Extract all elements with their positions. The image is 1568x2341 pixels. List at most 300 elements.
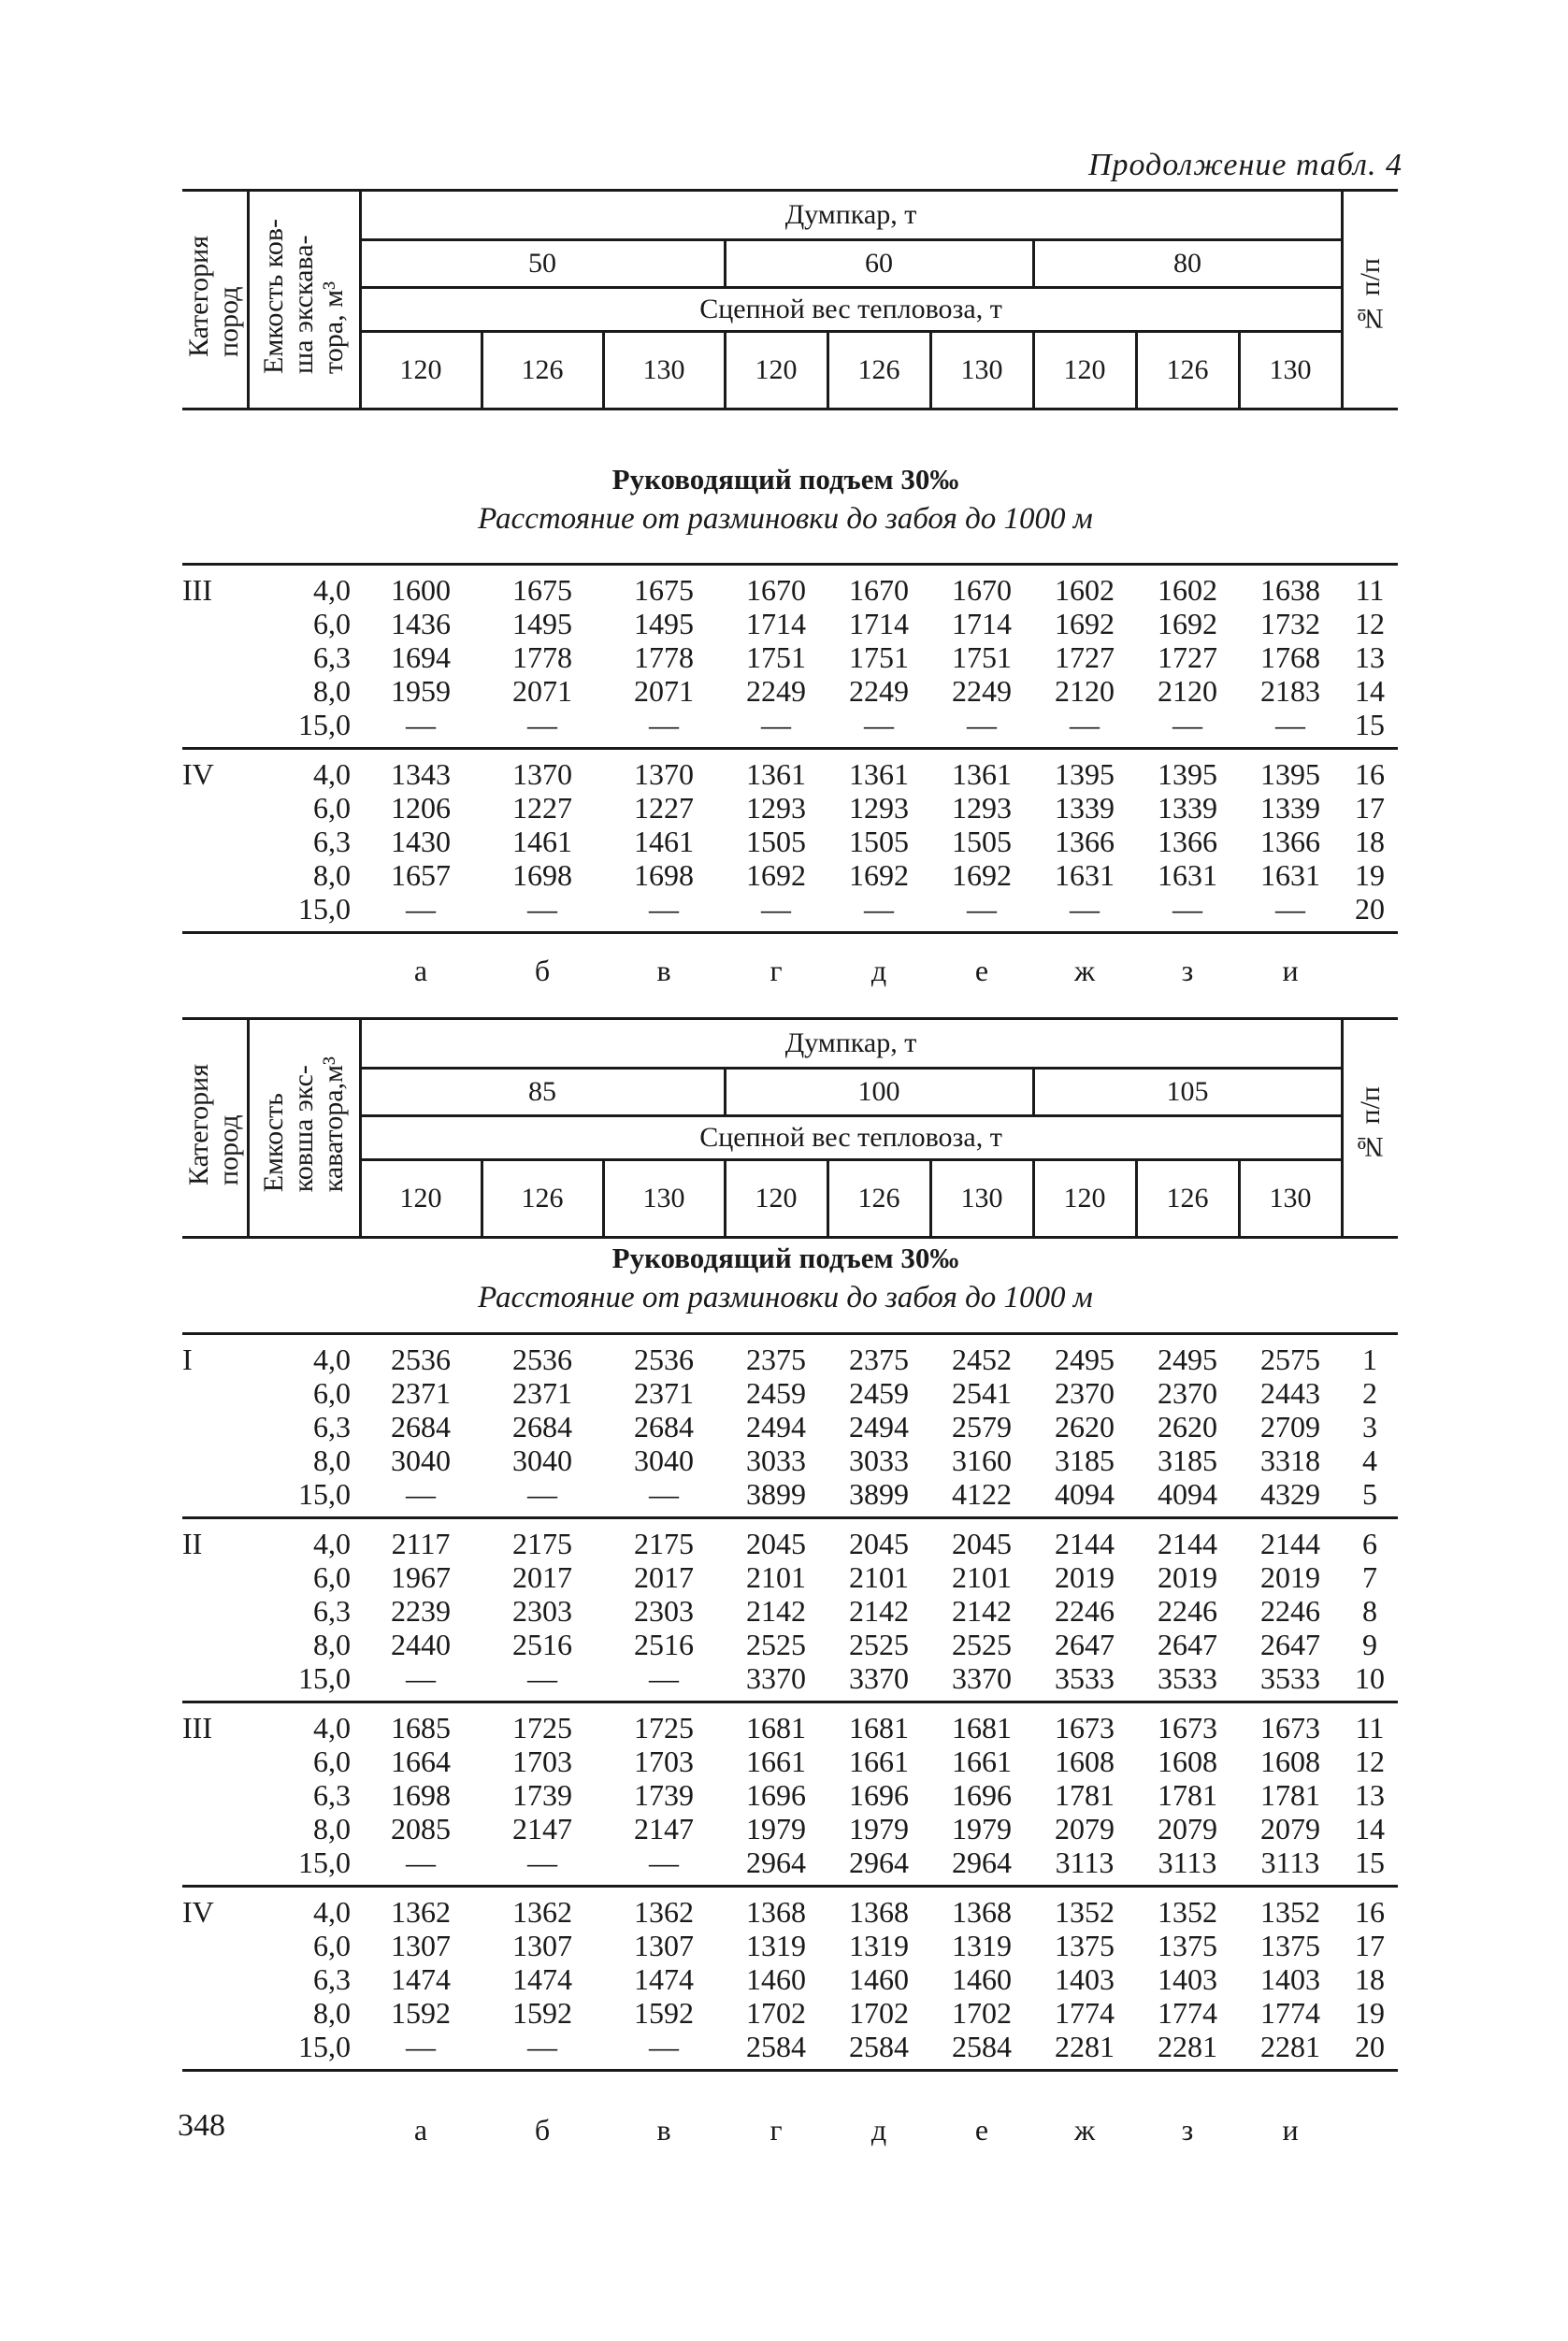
value-cell: 3318	[1260, 1443, 1320, 1477]
value-cell: 1608	[1055, 1745, 1115, 1778]
rownum-cell: 17	[1355, 791, 1385, 825]
value-cell: 1661	[849, 1745, 909, 1778]
value-cell: 2536	[634, 1343, 694, 1376]
value-cell: 2536	[391, 1343, 451, 1376]
value-cell: 2045	[746, 1527, 806, 1560]
value-cell: 1685	[391, 1711, 451, 1745]
table1-caption	[182, 463, 1388, 537]
value-cell: 2101	[849, 1560, 909, 1594]
value-cell: 2684	[634, 1410, 694, 1443]
value-cell: 1673	[1260, 1711, 1320, 1745]
value-cell: 2495	[1158, 1343, 1217, 1376]
rownum-cell: 13	[1355, 640, 1385, 674]
value-cell: 1474	[512, 1962, 572, 1996]
dumpcar-size: 50	[360, 240, 725, 288]
value-cell: 2620	[1158, 1410, 1217, 1443]
value-cell: 2495	[1055, 1343, 1115, 1376]
value-cell: 1714	[952, 607, 1012, 640]
loco-weight: 126	[827, 1160, 930, 1238]
dumpcar-size: 80	[1033, 240, 1342, 288]
table-row	[182, 1376, 1398, 1410]
value-cell: 1714	[746, 607, 806, 640]
category-cell	[182, 1996, 248, 2030]
category-cell	[182, 1477, 248, 1518]
table-row	[182, 1745, 1398, 1778]
value-cell: 1339	[1158, 791, 1217, 825]
capacity-cell: 8,0	[313, 858, 351, 892]
value-cell: 4094	[1136, 1477, 1239, 1518]
category-cell	[182, 1628, 248, 1661]
value-cell: 1673	[1158, 1711, 1217, 1745]
value-cell: 1366	[1260, 825, 1320, 858]
capacity-header: Емкость ков- ша экскава- тора, м³	[248, 191, 360, 409]
table-row	[182, 1560, 1398, 1594]
table-row	[182, 892, 1398, 933]
value-cell: 1361	[849, 757, 909, 791]
loco-weight: 130	[603, 332, 725, 409]
value-cell: —	[827, 708, 930, 749]
value-cell: 2019	[1055, 1560, 1115, 1594]
value-cell: 1702	[746, 1996, 806, 2030]
capacity-cell: 15,0	[248, 2030, 360, 2071]
value-cell: 1698	[634, 858, 694, 892]
table-row	[182, 1962, 1398, 1996]
value-cell: 2647	[1055, 1628, 1115, 1661]
capacity-cell: 4,0	[313, 573, 351, 607]
capacity-cell: 6,0	[313, 1745, 351, 1778]
value-cell: 2045	[849, 1527, 909, 1560]
value-cell: 1352	[1260, 1895, 1320, 1929]
value-cell: 1461	[512, 825, 572, 858]
value-cell: 1319	[849, 1929, 909, 1962]
capacity-cell: 4,0	[313, 1711, 351, 1745]
column-letter: а	[413, 953, 428, 987]
value-cell: 1657	[391, 858, 451, 892]
value-cell: 2071	[634, 674, 694, 708]
loco-weight: 130	[930, 332, 1033, 409]
capacity-cell: 4,0	[313, 1527, 351, 1560]
dumpcar-size: 105	[1033, 1069, 1342, 1116]
value-cell: 1368	[746, 1895, 806, 1929]
rownum-cell: 20	[1342, 2030, 1398, 2071]
value-cell: 1638	[1260, 573, 1320, 607]
value-cell: —	[360, 892, 482, 933]
category-cell	[182, 1560, 248, 1594]
table-row	[182, 708, 1398, 749]
rownum-cell: 15	[1342, 1846, 1398, 1887]
category-cell	[182, 1745, 248, 1778]
value-cell: 1362	[634, 1895, 694, 1929]
table-row	[182, 1846, 1398, 1887]
value-cell: 1774	[1260, 1996, 1320, 2030]
dumpcar-size: 100	[725, 1069, 1033, 1116]
rownum-cell: 17	[1355, 1929, 1385, 1962]
table-row	[182, 1661, 1398, 1702]
table-row	[182, 1812, 1398, 1846]
value-cell: 1781	[1055, 1778, 1115, 1812]
value-cell: —	[482, 708, 603, 749]
value-cell: 2303	[634, 1594, 694, 1628]
value-cell: 2443	[1260, 1376, 1320, 1410]
capacity-cell: 8,0	[313, 1812, 351, 1846]
value-cell: —	[1033, 892, 1136, 933]
value-cell: 1495	[512, 607, 572, 640]
value-cell: 2584	[930, 2030, 1033, 2071]
value-cell: 4122	[930, 1477, 1033, 1518]
column-letter: ж	[1073, 2112, 1096, 2147]
capacity-cell: 6,0	[313, 607, 351, 640]
value-cell: 1206	[391, 791, 451, 825]
table1-header	[182, 189, 1398, 410]
section-title: Руководящий подъем 30‰	[611, 463, 959, 495]
value-cell: 2175	[634, 1527, 694, 1560]
value-cell: 2525	[746, 1628, 806, 1661]
value-cell: 2183	[1260, 674, 1320, 708]
category-cell	[182, 1443, 248, 1477]
value-cell: 3033	[746, 1443, 806, 1477]
table-row	[182, 565, 1398, 608]
value-cell: 2079	[1055, 1812, 1115, 1846]
value-cell: 1675	[512, 573, 572, 607]
value-cell: 2584	[827, 2030, 930, 2071]
category-cell	[182, 607, 248, 640]
capacity-cell: 15,0	[248, 1846, 360, 1887]
value-cell: 1293	[952, 791, 1012, 825]
value-cell: 1362	[391, 1895, 451, 1929]
value-cell: 2375	[746, 1343, 806, 1376]
capacity-cell: 6,0	[313, 1560, 351, 1594]
value-cell: 2579	[952, 1410, 1012, 1443]
rownum-cell: 6	[1362, 1527, 1377, 1560]
category-cell: I	[182, 1343, 193, 1376]
value-cell: 2101	[746, 1560, 806, 1594]
capacity-cell: 15,0	[248, 1477, 360, 1518]
value-cell: 3033	[849, 1443, 909, 1477]
value-cell: —	[1239, 708, 1342, 749]
value-cell: 1768	[1260, 640, 1320, 674]
value-cell: 1664	[391, 1745, 451, 1778]
value-cell: —	[360, 2030, 482, 2071]
capacity-cell: 15,0	[248, 708, 360, 749]
category-cell	[182, 825, 248, 858]
loco-weight-header: Сцепной вес тепловоза, т	[360, 288, 1342, 332]
value-cell: 1959	[391, 674, 451, 708]
value-cell: —	[725, 892, 827, 933]
value-cell: 1366	[1158, 825, 1217, 858]
loco-weight: 126	[827, 332, 930, 409]
value-cell: 1631	[1158, 858, 1217, 892]
value-cell: 2525	[849, 1628, 909, 1661]
value-cell: 2647	[1158, 1628, 1217, 1661]
value-cell: 1370	[512, 757, 572, 791]
category-cell	[182, 1962, 248, 1996]
value-cell: 2516	[512, 1628, 572, 1661]
value-cell: 3370	[725, 1661, 827, 1702]
value-cell: 1702	[849, 1996, 909, 2030]
value-cell: 2045	[952, 1527, 1012, 1560]
capacity-cell: 6,3	[313, 1410, 351, 1443]
column-letter: г	[770, 953, 783, 987]
value-cell: 1979	[849, 1812, 909, 1846]
value-cell: 1670	[952, 573, 1012, 607]
capacity-cell: 6,0	[313, 791, 351, 825]
continuation-label: Продолжение табл. 4	[1087, 148, 1403, 182]
value-cell: 2371	[512, 1376, 572, 1410]
value-cell: —	[1239, 892, 1342, 933]
value-cell: 2964	[930, 1846, 1033, 1887]
value-cell: 2371	[391, 1376, 451, 1410]
capacity-cell: 4,0	[313, 1343, 351, 1376]
value-cell: 1460	[849, 1962, 909, 1996]
value-cell: 2246	[1055, 1594, 1115, 1628]
table-row	[182, 825, 1398, 858]
rownum-cell: 12	[1355, 607, 1385, 640]
value-cell: 1352	[1055, 1895, 1115, 1929]
value-cell: 2375	[849, 1343, 909, 1376]
value-cell: 2079	[1260, 1812, 1320, 1846]
value-cell: 2494	[849, 1410, 909, 1443]
table-row	[182, 1334, 1398, 1377]
value-cell: 1631	[1055, 858, 1115, 892]
category-cell	[182, 708, 248, 749]
value-cell: 1293	[849, 791, 909, 825]
rownum-cell: 12	[1355, 1745, 1385, 1778]
value-cell: 2085	[391, 1812, 451, 1846]
rownum-cell: 4	[1362, 1443, 1377, 1477]
value-cell: 1692	[849, 858, 909, 892]
value-cell: —	[930, 708, 1033, 749]
capacity-cell: 15,0	[248, 1661, 360, 1702]
value-cell: —	[1033, 708, 1136, 749]
rownum-cell: 2	[1362, 1376, 1377, 1410]
loco-weight: 120	[399, 354, 442, 385]
value-cell: 2536	[512, 1343, 572, 1376]
value-cell: —	[482, 1846, 603, 1887]
category-cell	[182, 1846, 248, 1887]
value-cell: 2144	[1055, 1527, 1115, 1560]
value-cell: 1751	[746, 640, 806, 674]
column-letter: в	[656, 2112, 671, 2147]
capacity-cell: 6,3	[313, 825, 351, 858]
value-cell: 1739	[634, 1778, 694, 1812]
column-letter: в	[656, 953, 671, 987]
value-cell: 3185	[1055, 1443, 1115, 1477]
rownum-cell: 16	[1355, 757, 1385, 791]
loco-weight: 130	[930, 1160, 1033, 1238]
value-cell: 4094	[1033, 1477, 1136, 1518]
value-cell: 2459	[746, 1376, 806, 1410]
value-cell: 1362	[512, 1895, 572, 1929]
value-cell: 2371	[634, 1376, 694, 1410]
value-cell: 2017	[512, 1560, 572, 1594]
rownum-cell: 9	[1362, 1628, 1377, 1661]
column-letter: д	[870, 2112, 887, 2147]
loco-weight: 126	[482, 332, 603, 409]
category-cell	[182, 892, 248, 933]
loco-weight: 120	[725, 332, 827, 409]
value-cell: 1751	[952, 640, 1012, 674]
rownum-cell: 5	[1342, 1477, 1398, 1518]
value-cell: 1681	[952, 1711, 1012, 1745]
capacity-cell: 8,0	[313, 1628, 351, 1661]
value-cell: 1732	[1260, 607, 1320, 640]
value-cell: 1670	[849, 573, 909, 607]
value-cell: 2017	[634, 1560, 694, 1594]
value-cell: 3185	[1158, 1443, 1217, 1477]
value-cell: 1307	[512, 1929, 572, 1962]
value-cell: 1339	[1055, 791, 1115, 825]
value-cell: 2281	[1239, 2030, 1342, 2071]
value-cell: —	[1136, 708, 1239, 749]
value-cell: —	[482, 1661, 603, 1702]
value-cell: 1505	[849, 825, 909, 858]
column-letter: ж	[1073, 953, 1096, 987]
value-cell: 2370	[1158, 1376, 1217, 1410]
value-cell: 1366	[1055, 825, 1115, 858]
value-cell: 2709	[1260, 1410, 1320, 1443]
value-cell: 1727	[1055, 640, 1115, 674]
value-cell: 2249	[746, 674, 806, 708]
table-row	[182, 674, 1398, 708]
value-cell: 1692	[952, 858, 1012, 892]
table-row	[182, 749, 1398, 792]
value-cell: 1698	[391, 1778, 451, 1812]
rownum-cell: 11	[1355, 1711, 1385, 1745]
value-cell: 2120	[1055, 674, 1115, 708]
value-cell: 1436	[391, 607, 451, 640]
rownum-cell: 7	[1362, 1560, 1377, 1594]
value-cell: 1725	[634, 1711, 694, 1745]
value-cell: 3370	[827, 1661, 930, 1702]
value-cell: —	[827, 892, 930, 933]
rownum-cell: 3	[1362, 1410, 1377, 1443]
value-cell: 1967	[391, 1560, 451, 1594]
value-cell: 2459	[849, 1376, 909, 1410]
value-cell: —	[360, 1477, 482, 1518]
value-cell: 2684	[512, 1410, 572, 1443]
value-cell: —	[603, 892, 725, 933]
value-cell: 1430	[391, 825, 451, 858]
value-cell: 1602	[1158, 573, 1217, 607]
table2-column-letters	[182, 2097, 1398, 2162]
value-cell: 1375	[1158, 1929, 1217, 1962]
value-cell: 2142	[952, 1594, 1012, 1628]
table-row	[182, 1887, 1398, 1930]
value-cell: 2584	[725, 2030, 827, 2071]
value-cell: 1661	[952, 1745, 1012, 1778]
loco-weight: 120	[725, 1160, 827, 1238]
capacity-cell: 6,3	[313, 640, 351, 674]
column-letter: б	[534, 953, 551, 987]
value-cell: —	[930, 892, 1033, 933]
value-cell: 1319	[746, 1929, 806, 1962]
value-cell: 1460	[952, 1962, 1012, 1996]
column-letter: и	[1282, 953, 1299, 987]
value-cell: 1694	[391, 640, 451, 674]
rownum-cell: 8	[1362, 1594, 1377, 1628]
value-cell: —	[1136, 892, 1239, 933]
value-cell: 1352	[1158, 1895, 1217, 1929]
rownum-cell: 15	[1342, 708, 1398, 749]
table-row	[182, 607, 1398, 640]
capacity-cell: 6,0	[313, 1929, 351, 1962]
value-cell: 3533	[1239, 1661, 1342, 1702]
column-letter: б	[534, 2112, 551, 2147]
value-cell: 2525	[952, 1628, 1012, 1661]
value-cell: 2142	[746, 1594, 806, 1628]
table-row	[182, 1778, 1398, 1812]
category-cell: II	[182, 1527, 203, 1560]
loco-weight: 130	[1239, 332, 1342, 409]
rownum-cell: 19	[1355, 858, 1385, 892]
value-cell: 1714	[849, 607, 909, 640]
rownum-cell: 18	[1355, 825, 1385, 858]
category-cell	[182, 1661, 248, 1702]
capacity-cell: 8,0	[313, 1443, 351, 1477]
rownum-cell: 20	[1342, 892, 1398, 933]
table2-body	[182, 1332, 1398, 2072]
value-cell: 1696	[849, 1778, 909, 1812]
value-cell: 2246	[1158, 1594, 1217, 1628]
value-cell: 2516	[634, 1628, 694, 1661]
value-cell: 2249	[849, 674, 909, 708]
table-row	[182, 858, 1398, 892]
column-letter: з	[1181, 953, 1194, 987]
value-cell: 1474	[391, 1962, 451, 1996]
column-letter: г	[770, 2112, 783, 2147]
category-cell: III	[182, 1711, 212, 1745]
rownum-cell: 14	[1355, 1812, 1385, 1846]
value-cell: 1608	[1158, 1745, 1217, 1778]
value-cell: 3370	[930, 1661, 1033, 1702]
value-cell: 2117	[391, 1527, 451, 1560]
category-cell	[182, 2030, 248, 2071]
value-cell: 1698	[512, 858, 572, 892]
value-cell: 1696	[746, 1778, 806, 1812]
capacity-header: Емкость ковша экс- каватора,м³	[248, 1019, 360, 1238]
category-cell: IV	[182, 1895, 214, 1929]
capacity-cell: 8,0	[313, 1996, 351, 2030]
value-cell: 1592	[634, 1996, 694, 2030]
dumpcar-size: 60	[725, 240, 1033, 288]
category-cell	[182, 640, 248, 674]
category-header: Категория пород	[182, 191, 248, 409]
value-cell: 1670	[746, 573, 806, 607]
value-cell: 1702	[952, 1996, 1012, 2030]
rownum-cell: 14	[1355, 674, 1385, 708]
rownum-header: № п/п	[1342, 1019, 1398, 1238]
value-cell: 2019	[1260, 1560, 1320, 1594]
value-cell: 1505	[746, 825, 806, 858]
value-cell: 1778	[512, 640, 572, 674]
column-letter: е	[974, 953, 989, 987]
value-cell: 3533	[1033, 1661, 1136, 1702]
loco-weight: 126	[482, 1160, 603, 1238]
value-cell: —	[482, 892, 603, 933]
dumpcar-header: Думпкар, т	[360, 1019, 1342, 1069]
category-cell: III	[182, 573, 212, 607]
value-cell: —	[603, 1661, 725, 1702]
value-cell: 1600	[391, 573, 451, 607]
value-cell: 2239	[391, 1594, 451, 1628]
value-cell: 1778	[634, 640, 694, 674]
value-cell: 1395	[1158, 757, 1217, 791]
rownum-cell: 10	[1342, 1661, 1398, 1702]
column-letter: и	[1282, 2112, 1299, 2147]
section-title: Руководящий подъем 30‰	[611, 1242, 959, 1274]
value-cell: 2541	[952, 1376, 1012, 1410]
rownum-cell: 16	[1355, 1895, 1385, 1929]
